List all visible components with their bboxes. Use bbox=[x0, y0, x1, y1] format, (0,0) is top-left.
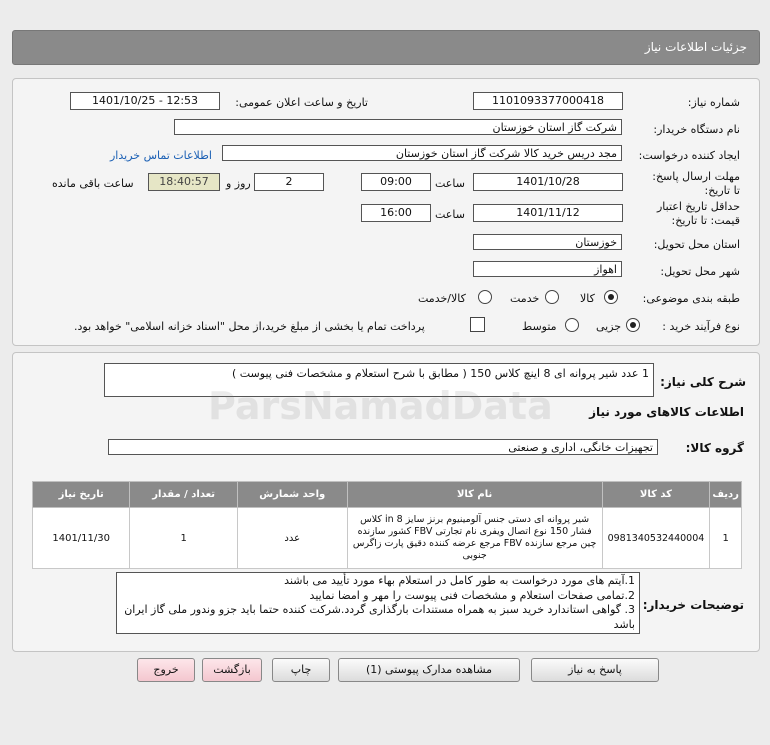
print-button[interactable]: چاپ bbox=[272, 658, 330, 682]
table-header-row bbox=[33, 482, 742, 508]
buyer-contact-link[interactable]: اطلاعات تماس خریدار bbox=[110, 149, 212, 162]
watermark: ParsNamadData bbox=[208, 384, 553, 428]
category-goods-radio[interactable] bbox=[604, 290, 618, 304]
city-label: شهر محل تحویل: bbox=[660, 265, 740, 278]
announce-label: تاریخ و ساعت اعلان عمومی: bbox=[235, 96, 368, 109]
col-name-header: نام کالا bbox=[347, 482, 602, 508]
process-medium-label: متوسط bbox=[522, 320, 557, 333]
province-label: استان محل تحویل: bbox=[653, 238, 740, 251]
description-label: شرح کلی نیاز: bbox=[660, 375, 746, 389]
process-medium-radio[interactable] bbox=[565, 318, 579, 332]
col-unit-header: واحد شمارش bbox=[237, 482, 347, 508]
category-label: طبقه بندی موضوعی: bbox=[642, 292, 740, 305]
announce-field: 1401/10/25 - 12:53 bbox=[70, 92, 220, 110]
category-service-label: خدمت bbox=[510, 292, 540, 305]
validity-label: حداقل تاریخ اعتبار قیمت: تا تاریخ: bbox=[656, 200, 740, 227]
need-number-label: شماره نیاز: bbox=[687, 96, 740, 109]
page-title: جزئیات اطلاعات نیاز bbox=[644, 40, 747, 54]
col-index-header: ردیف bbox=[710, 482, 742, 508]
row-code: 0981340532440004 bbox=[602, 508, 710, 569]
creator-field: مجد دریس خرید کالا شرکت گاز استان خوزستان bbox=[222, 145, 622, 161]
back-button[interactable]: بازگشت bbox=[202, 658, 262, 682]
process-minor-label: جزیی bbox=[596, 320, 622, 333]
exit-button[interactable]: خروج bbox=[137, 658, 195, 682]
row-date: 1401/11/30 bbox=[33, 508, 130, 569]
deadline-time-field: 09:00 bbox=[361, 173, 431, 191]
city-field: اهواز bbox=[473, 261, 622, 277]
process-label: نوع فرآیند خرید : bbox=[662, 320, 740, 333]
category-goods-service-label: کالا/خدمت bbox=[418, 292, 466, 305]
attachments-button[interactable]: مشاهده مدارک پیوستی (1) bbox=[338, 658, 520, 682]
deadline-label: مهلت ارسال پاسخ: تا تاریخ: bbox=[652, 170, 740, 197]
treasury-payment-checkbox[interactable] bbox=[470, 317, 485, 332]
buyer-notes-label: توضیحات خریدار: bbox=[642, 598, 744, 612]
items-table bbox=[32, 481, 742, 569]
process-minor-radio[interactable] bbox=[626, 318, 640, 332]
province-field: خوزستان bbox=[473, 234, 622, 250]
goods-info-title: اطلاعات کالاهای مورد نیاز bbox=[589, 405, 744, 419]
page-header bbox=[12, 30, 760, 65]
deadline-time-label: ساعت bbox=[435, 177, 465, 190]
row-name: شیر پروانه ای دستی جنس آلومینیوم برنز سایز in 8 کلاس فشار 150 نوع اتصال ویفری نام تجارتی FBV کشور سازنده چین مرجع سازنده FBV مرجع عرضه کننده دقیق پارت زاگرس جنوبی bbox=[347, 508, 602, 569]
buyer-org-field: شرکت گاز استان خوزستان bbox=[174, 119, 622, 135]
validity-date-field: 1401/11/12 bbox=[473, 204, 623, 222]
creator-label: ایجاد کننده درخواست: bbox=[638, 149, 740, 162]
col-qty-header: تعداد / مقدار bbox=[130, 482, 238, 508]
buyer-org-label: نام دستگاه خریدار: bbox=[653, 123, 740, 136]
row-qty: 1 bbox=[130, 508, 238, 569]
deadline-date-field: 1401/10/28 bbox=[473, 173, 623, 191]
reply-button[interactable]: پاسخ به نیاز bbox=[531, 658, 659, 682]
table-row bbox=[33, 508, 742, 569]
description-text: 1 عدد شیر پروانه ای 8 اینچ کلاس 150 ( مطابق با شرح استعلام و مشخصات فنی پیوست ) bbox=[231, 367, 649, 380]
goods-group-label: گروه کالا: bbox=[685, 441, 744, 455]
category-service-radio[interactable] bbox=[545, 290, 559, 304]
row-index: 1 bbox=[710, 508, 742, 569]
buyer-note-1: 1.آیتم های مورد درخواست به طور کامل در استعلام بهاء مورد تأیید می باشند bbox=[284, 574, 635, 587]
category-goods-label: کالا bbox=[580, 292, 595, 305]
col-code-header: کد کالا bbox=[602, 482, 710, 508]
need-number-field: 1101093377000418 bbox=[473, 92, 623, 110]
treasury-payment-note: پرداخت تمام یا بخشی از مبلغ خرید،از محل "اسناد خزانه اسلامی" خواهد بود. bbox=[74, 320, 425, 333]
buyer-notes-box bbox=[116, 572, 640, 634]
row-unit: عدد bbox=[237, 508, 347, 569]
category-goods-service-radio[interactable] bbox=[478, 290, 492, 304]
days-field: 2 bbox=[254, 173, 324, 191]
validity-time-field: 16:00 bbox=[361, 204, 431, 222]
buyer-note-3: 3. گواهی استاندارد خرید سبز به همراه مستندات بارگذاری گردد.شرکت کننده حتما باید جزو وندور ملی گاز ایران باشد bbox=[124, 603, 635, 631]
buyer-note-2: 2.تمامی صفحات استعلام و مشخصات فنی پیوست را مهر و امضا نمایید bbox=[309, 588, 635, 602]
days-label: روز و bbox=[226, 177, 251, 190]
validity-time-label: ساعت bbox=[435, 208, 465, 221]
goods-group-field: تجهیزات خانگی، اداری و صنعتی bbox=[108, 439, 658, 455]
remaining-time-field: 18:40:57 bbox=[148, 173, 220, 191]
remaining-label: ساعت باقی مانده bbox=[52, 177, 134, 190]
col-date-header: تاریخ نیاز bbox=[33, 482, 130, 508]
